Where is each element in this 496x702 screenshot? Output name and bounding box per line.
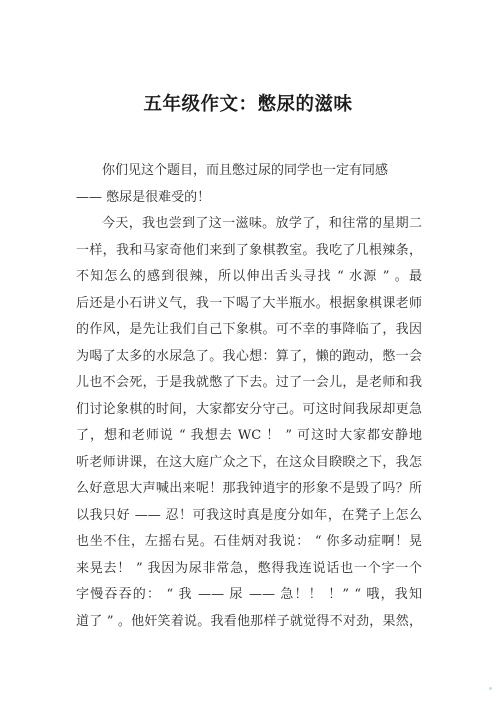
paragraph-line: 后还是小石讲义气，我一下喝了大半瓶水。根据象棋课老师 bbox=[76, 295, 422, 311]
page-title: 五年级作文：憋尿的滋味 bbox=[143, 94, 353, 115]
paragraph-line: 么好意思大声喊出来呢！那我钟逍宇的形象不是毁了吗？所 bbox=[76, 481, 422, 496]
paragraph-line: 了，想和老师说 “ 我想去 WC ！ ” 可这时大家都安静地 bbox=[76, 428, 422, 443]
paragraph-line: 今天，我也尝到了这一滋味。放学了，和往常的星期二 bbox=[102, 216, 422, 231]
corner-dot-decoration bbox=[489, 687, 492, 690]
paragraph-line: 听老师讲课，在这大庭广众之下，在这众目睽睽之下，我怎 bbox=[76, 454, 422, 470]
essay-body bbox=[76, 158, 422, 635]
paragraph-line: 一样，我和马家奇他们来到了象棋教室。我吃了几根辣条， bbox=[76, 242, 422, 258]
paragraph-line: 也坐不住，左摇右晃。石佳炳对我说： “ 你多动症啊！晃 bbox=[76, 534, 422, 549]
paragraph-line: 的作风，是先让我们自己下象棋。可不幸的事降临了，我因 bbox=[76, 322, 422, 337]
paragraph-line: 为喝了太多的水尿急了。我心想：算了，懒的跑动，憋一会 bbox=[76, 348, 422, 364]
paragraph-line: 以我只好 —— 忍！可我这时真是度分如年，在凳子上怎么 bbox=[76, 507, 422, 523]
paragraph-line: 儿也不会死，于是我就憋了下去。过了一会儿，是老师和我 bbox=[76, 375, 422, 390]
paragraph-line: 来晃去！ ” 我因为尿非常急，憋得我连说话也一个字一个 bbox=[76, 560, 422, 576]
paragraph-line: 道了 ” 。他奸笑着说。我看他那样子就觉得不对劲，果然， bbox=[76, 613, 422, 629]
paragraph-line: 不知怎么的感到很辣，所以伸出舌头寻找 “ 水源 ” 。最 bbox=[76, 269, 422, 284]
paragraph-line: 你们见这个题目，而且憋过尿的同学也一定有同感 bbox=[102, 163, 389, 178]
paragraph-line: —— 憋尿是很难受的！ bbox=[76, 189, 211, 205]
paragraph-line: 们讨论象棋的时间，大家都安分守己。可这时间我尿却更急 bbox=[76, 401, 422, 417]
paragraph-line: 字慢吞吞的： “ 我 —— 尿 —— 急！！ ！” “ 哦，我知 bbox=[76, 587, 422, 602]
